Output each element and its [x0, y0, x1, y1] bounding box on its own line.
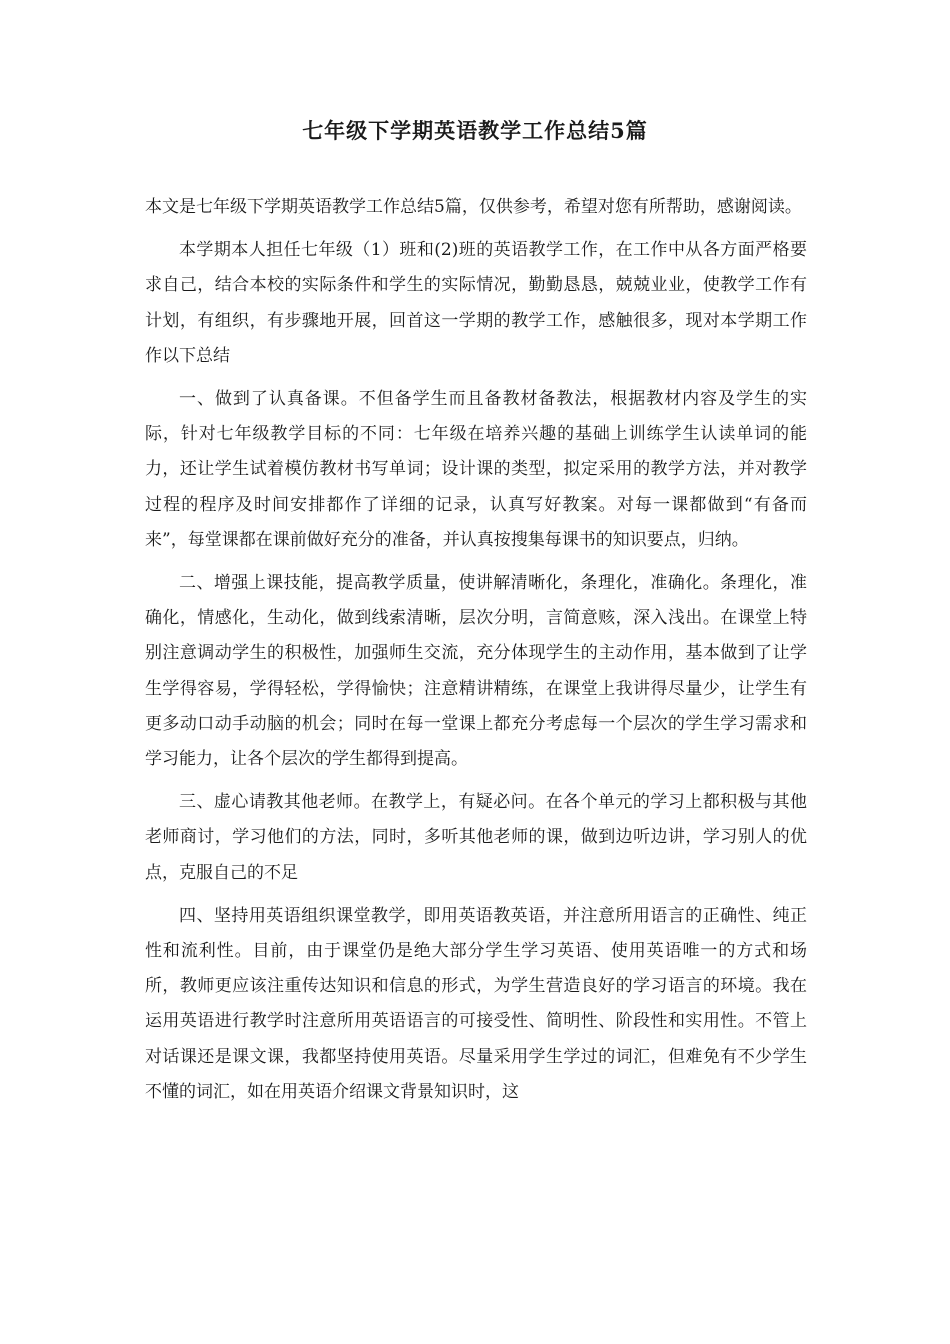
body-paragraph: 三、虚心请教其他老师。在教学上，有疑必问。在各个单元的学习上都积极与其他老师商讨，学习他们的方法，同时，多听其他老师的课，做到边听边讲，学习别人的优点，克服自己的不足: [145, 792, 807, 883]
document-title: 七年级下学期英语教学工作总结5篇: [302, 118, 648, 143]
document-body: [145, 190, 807, 1118]
body-paragraph: 四、坚持用英语组织课堂教学，即用英语教英语，并注意所用语言的正确性、纯正性和流利性。目前，由于课堂仍是绝大部分学生学习英语、使用英语唯一的方式和场所，教师更应该注重传达知识和信息的形式，为学生营造良好的学习语言的环境。我在运用英语进行教学时注意所用英语语言的可接受性、简明性、阶段性和实用性。不管上对话课还是课文课，我都坚持使用英语。尽量采用学生学过的词汇，但难免有不少学生不懂的词汇，如在用英语介绍课文背景知识时，这: [145, 905, 807, 1102]
body-paragraph: 一、做到了认真备课。不但备学生而且备教材备教法，根据教材内容及学生的实际，针对七年级教学目标的不同：七年级在培养兴趣的基础上训练学生认读单词的能力，还让学生试着模仿教材书写单词；设计课的类型，拟定采用的教学方法，并对教学过程的程序及时间安排都作了详细的记录，认真写好教案。对每一课都做到“有备而来”，每堂课都在课前做好充分的准备，并认真按搜集每课书的知识要点，归纳。: [145, 389, 807, 550]
body-paragraph: 二、增强上课技能，提高教学质量，使讲解清晰化，条理化，准确化。条理化，准确化，情感化，生动化，做到线索清晰，层次分明，言简意赅，深入浅出。在课堂上特别注意调动学生的积极性，加强师生交流，充分体现学生的主动作用，基本做到了让学生学得容易，学得轻松，学得愉快；注意精讲精练，在课堂上我讲得尽量少，让学生有更多动口动手动脑的机会；同时在每一堂课上都充分考虑每一个层次的学生学习需求和学习能力，让各个层次的学生都得到提高。: [145, 573, 807, 770]
body-paragraph: 本学期本人担任七年级（1）班和(2)班的英语教学工作，在工作中从各方面严格要求自己，结合本校的实际条件和学生的实际情况，勤勤恳恳，兢兢业业，使教学工作有计划，有组织，有步骤地开展，回首这一学期的教学工作，感触很多，现对本学期工作作以下总结: [145, 240, 807, 366]
intro-paragraph: 本文是七年级下学期英语教学工作总结5篇，仅供参考，希望对您有所帮助，感谢阅读。: [145, 197, 802, 217]
